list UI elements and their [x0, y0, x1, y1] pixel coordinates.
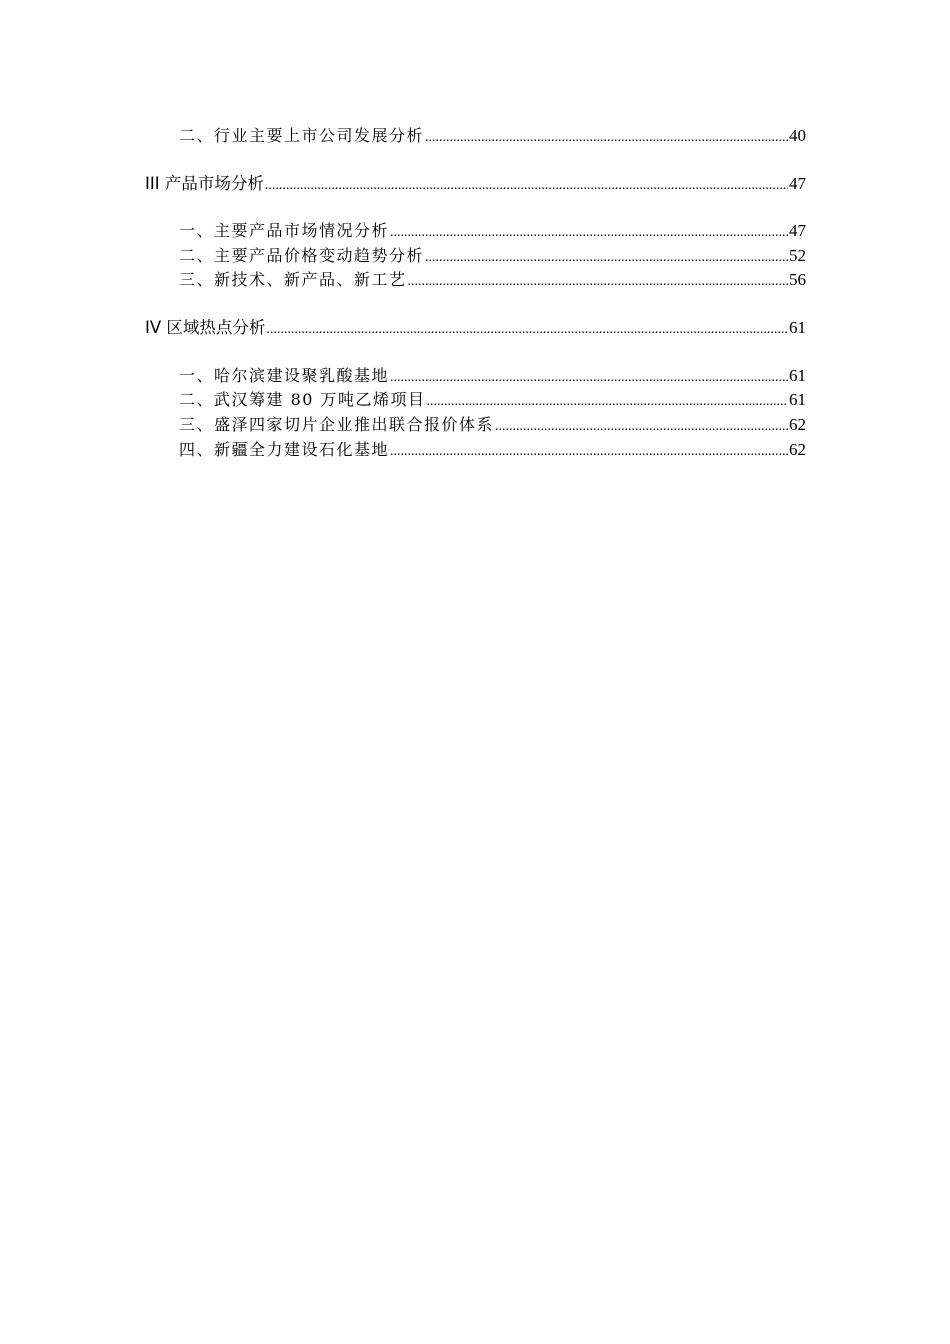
toc-entry-market-situation[interactable]: [179, 219, 806, 243]
dot-leader: [266, 318, 788, 342]
toc-entry-listed-companies[interactable]: [179, 124, 806, 148]
toc-section-title: III 产品市场分析: [145, 174, 264, 193]
toc-entry-new-tech[interactable]: [179, 268, 806, 292]
dot-leader: [390, 440, 788, 464]
toc-page-number: 47: [789, 174, 806, 193]
toc-section-title: IV 区域热点分析: [145, 318, 266, 337]
toc-page-number: 40: [789, 126, 806, 145]
toc-page-number: 52: [789, 246, 806, 265]
toc-entry-title: 三、新技术、新产品、新工艺: [179, 270, 407, 289]
toc-entry-harbin[interactable]: [179, 364, 806, 388]
toc-page-number: 56: [789, 270, 806, 289]
toc-page-number: 61: [789, 366, 806, 385]
toc-entry-title: 一、主要产品市场情况分析: [179, 221, 390, 240]
toc-page-number: 47: [789, 221, 806, 240]
toc-page-number: 61: [789, 390, 806, 409]
toc-entry-price-trend[interactable]: [179, 244, 806, 268]
dot-leader: [495, 415, 788, 439]
dot-leader: [265, 174, 788, 198]
toc-page-number: 62: [789, 440, 806, 459]
dot-leader: [427, 390, 788, 414]
dot-leader: [425, 126, 788, 150]
dot-leader: [425, 246, 788, 270]
toc-page-number: 61: [789, 318, 806, 337]
toc-entry-title: 一、哈尔滨建设聚乳酸基地: [179, 366, 390, 385]
toc-entry-title: 三、盛泽四家切片企业推出联合报价体系: [179, 415, 495, 434]
dot-leader: [390, 221, 788, 245]
toc-entry-xinjiang[interactable]: [179, 438, 806, 462]
dot-leader: [408, 270, 788, 294]
toc-entry-title: 二、行业主要上市公司发展分析: [179, 126, 425, 145]
dot-leader: [390, 366, 788, 390]
toc-entry-title: 四、新疆全力建设石化基地: [179, 440, 390, 459]
toc-page-number: 62: [789, 415, 806, 434]
toc-entry-wuhan[interactable]: [179, 388, 806, 412]
toc-section-regional-hotspots[interactable]: [145, 316, 806, 340]
toc-entry-title: 二、主要产品价格变动趋势分析: [179, 246, 425, 265]
toc-entry-shengze[interactable]: [179, 413, 806, 437]
toc-entry-title: 二、武汉筹建 80 万吨乙烯项目: [179, 390, 426, 409]
toc-section-product-market[interactable]: [145, 172, 806, 196]
